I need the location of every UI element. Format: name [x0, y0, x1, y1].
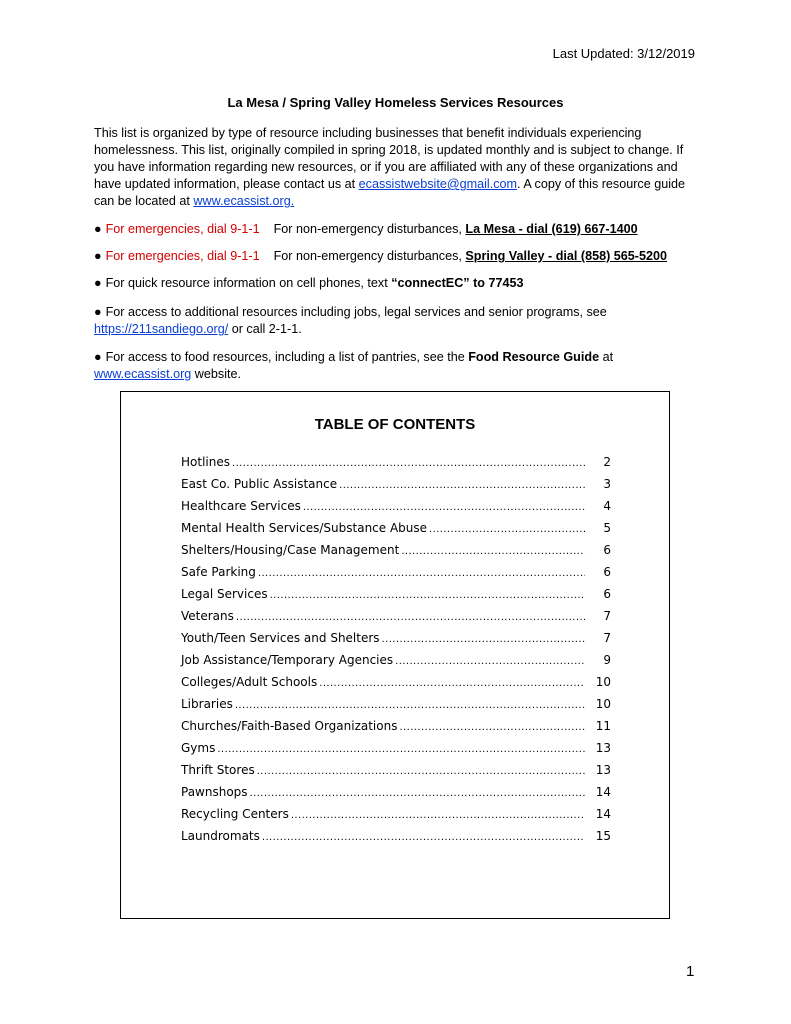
non-emergency-text: For non-emergency disturbances,	[273, 249, 466, 263]
toc-entry-page: 7	[603, 609, 611, 623]
toc-entry[interactable]	[181, 609, 611, 631]
toc-leader-dots	[258, 568, 585, 579]
toc-entry-label: Job Assistance/Temporary Agencies	[181, 653, 394, 667]
toc-entry-label: Mental Health Services/Substance Abuse	[181, 521, 428, 535]
bullet-text: For access to additional resources including jobs, legal services and senior programs, see	[105, 305, 607, 319]
toc-entry-label: Recycling Centers	[181, 807, 289, 821]
bullet-emergency-la-mesa	[94, 221, 704, 238]
toc-entry-page: 13	[595, 741, 611, 755]
toc-entry[interactable]	[181, 565, 611, 587]
toc-leader-dots	[257, 766, 585, 777]
intro-paragraph	[94, 125, 704, 210]
toc-leader-dots	[303, 502, 585, 513]
table-of-contents	[120, 391, 670, 919]
toc-entry-page: 2	[603, 455, 611, 469]
intro-text-2: . A copy of this resource guide can be located at	[94, 177, 686, 208]
toc-entry[interactable]	[181, 719, 611, 741]
toc-entry-page: 14	[595, 785, 611, 799]
bullet-text: For access to food resources, including a list of pantries, see the	[105, 350, 469, 364]
toc-leader-dots	[217, 744, 585, 755]
toc-entry[interactable]	[181, 477, 611, 499]
bullet-icon: ●	[94, 222, 102, 236]
toc-leader-dots	[250, 788, 585, 799]
toc-entry-page: 3	[603, 477, 611, 491]
toc-leader-dots	[291, 810, 585, 821]
toc-entry[interactable]	[181, 785, 611, 807]
toc-entry[interactable]	[181, 807, 611, 829]
toc-entry-page: 15	[595, 829, 611, 843]
toc-entry-label: Pawnshops	[181, 785, 248, 799]
toc-entry-page: 11	[595, 719, 611, 733]
toc-entry[interactable]	[181, 631, 611, 653]
toc-leader-dots	[339, 480, 585, 491]
bullet-text-connectec	[94, 275, 704, 292]
toc-entry-page: 6	[603, 543, 611, 557]
toc-leader-dots	[382, 634, 585, 645]
toc-entry-label: Colleges/Adult Schools	[181, 675, 318, 689]
toc-leader-dots	[235, 700, 585, 711]
emergency-label: For emergencies, dial 9-1-1	[105, 249, 260, 263]
toc-entry-label: Libraries	[181, 697, 233, 711]
food-website-link[interactable]: www.ecassist.org	[94, 367, 192, 381]
la-mesa-phone: La Mesa - dial (619) 667-1400	[465, 222, 638, 236]
toc-leader-dots	[395, 656, 585, 667]
toc-entry-page: 9	[603, 653, 611, 667]
bullet-icon: ●	[94, 249, 102, 263]
email-link[interactable]: ecassistwebsite@gmail.com	[358, 177, 518, 191]
211-link[interactable]: https://211sandiego.org/	[94, 322, 229, 336]
emergency-label: For emergencies, dial 9-1-1	[105, 222, 260, 236]
intro-text: This list is organized by type of resource including businesses that benefit individuals experiencing homelessness. This list, originally compiled in spring 2018, is updated monthly and is subject to change. If you have information regarding new resources, or if you are affiliated with any of these organizations and have updated information, please contact us at	[94, 126, 684, 191]
toc-entry-label: Legal Services	[181, 587, 268, 601]
bullet-text: For quick resource information on cell phones, text	[105, 276, 392, 290]
toc-leader-dots	[270, 590, 585, 601]
toc-entry-page: 14	[595, 807, 611, 821]
toc-entry-label: Laundromats	[181, 829, 260, 843]
bullet-icon: ●	[94, 276, 102, 290]
toc-entry-page: 4	[603, 499, 611, 513]
toc-leader-dots	[429, 524, 585, 535]
bullet-211	[94, 304, 704, 338]
toc-entry-label: Veterans	[181, 609, 234, 623]
toc-list	[181, 455, 611, 851]
toc-entry-label: Youth/Teen Services and Shelters	[181, 631, 380, 645]
toc-entry-label: Shelters/Housing/Case Management	[181, 543, 400, 557]
toc-leader-dots	[232, 458, 585, 469]
toc-entry[interactable]	[181, 829, 611, 851]
toc-title: TABLE OF CONTENTS	[314, 416, 476, 433]
toc-leader-dots	[319, 678, 585, 689]
toc-entry[interactable]	[181, 521, 611, 543]
toc-entry-label: East Co. Public Assistance	[181, 477, 338, 491]
toc-entry-page: 6	[603, 565, 611, 579]
non-emergency-text: For non-emergency disturbances,	[273, 222, 466, 236]
toc-entry[interactable]	[181, 697, 611, 719]
toc-entry-label: Safe Parking	[181, 565, 256, 579]
toc-entry-label: Healthcare Services	[181, 499, 301, 513]
bullet-emergency-spring-valley	[94, 248, 704, 265]
website-link[interactable]: www.ecassist.org.	[193, 194, 295, 208]
toc-entry[interactable]	[181, 499, 611, 521]
toc-entry[interactable]	[181, 741, 611, 763]
toc-entry[interactable]	[181, 763, 611, 785]
last-updated: Last Updated: 3/12/2019	[552, 46, 695, 61]
toc-entry[interactable]	[181, 675, 611, 697]
toc-entry-label: Hotlines	[181, 455, 230, 469]
toc-entry-page: 13	[595, 763, 611, 777]
toc-leader-dots	[401, 546, 585, 557]
page-number: 1	[686, 963, 695, 980]
toc-entry-page: 10	[595, 697, 611, 711]
toc-entry[interactable]	[181, 455, 611, 477]
bullet-text-2: at	[599, 350, 614, 364]
toc-entry-page: 5	[603, 521, 611, 535]
bullet-icon: ●	[94, 305, 102, 319]
bullet-food-resources	[94, 349, 704, 383]
toc-entry-page: 6	[603, 587, 611, 601]
toc-leader-dots	[262, 832, 585, 843]
toc-leader-dots	[399, 722, 585, 733]
toc-entry-label: Thrift Stores	[181, 763, 255, 777]
page-title: La Mesa / Spring Valley Homeless Services Resources	[227, 95, 564, 110]
toc-entry-label: Gyms	[181, 741, 216, 755]
connectec-code: “connectEC” to 77453	[391, 276, 524, 290]
toc-entry-page: 7	[603, 631, 611, 645]
bullet-tail: website.	[191, 367, 241, 381]
toc-entry-label: Churches/Faith-Based Organizations	[181, 719, 398, 733]
bullet-icon: ●	[94, 350, 102, 364]
spring-valley-phone: Spring Valley - dial (858) 565-5200	[465, 249, 668, 263]
bullet-tail: or call 2-1-1.	[228, 322, 302, 336]
food-guide-name: Food Resource Guide	[468, 350, 600, 364]
toc-entry[interactable]	[181, 587, 611, 609]
toc-entry-page: 10	[595, 675, 611, 689]
toc-entry[interactable]	[181, 543, 611, 565]
toc-leader-dots	[236, 612, 585, 623]
toc-entry[interactable]	[181, 653, 611, 675]
